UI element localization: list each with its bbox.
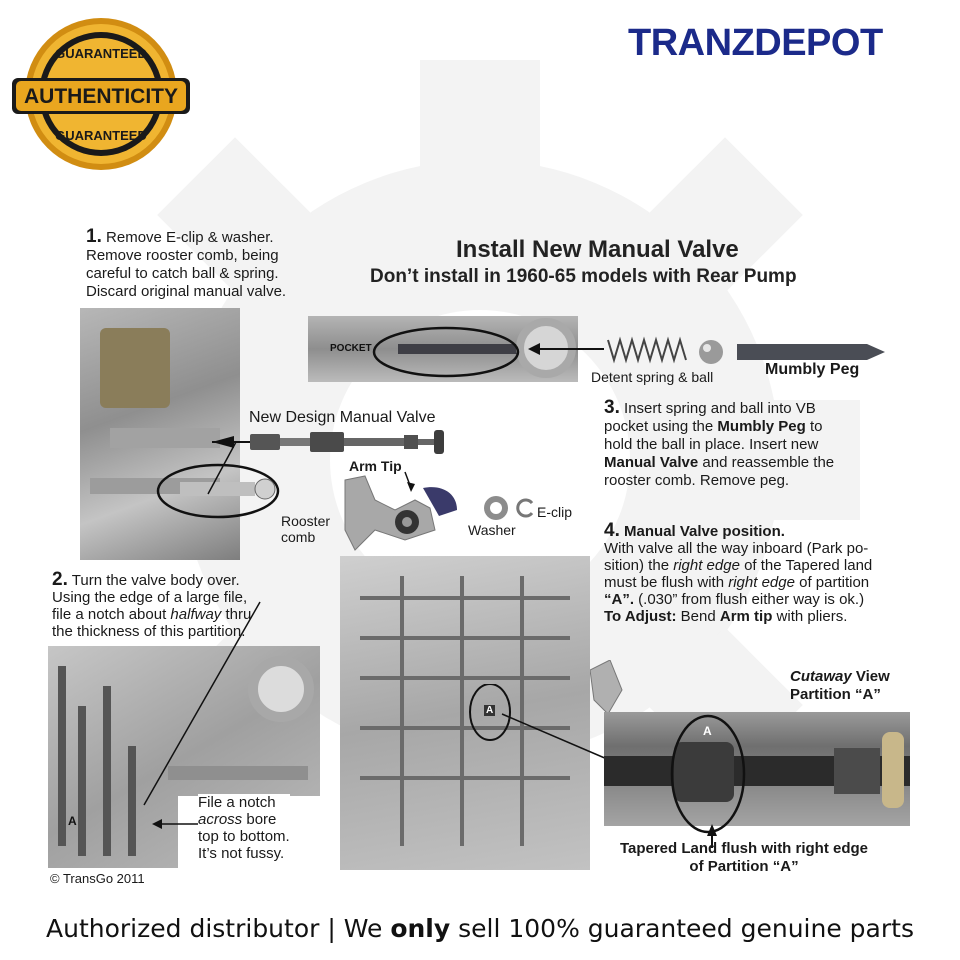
notch-text: [198, 794, 290, 862]
step1-line1: Remove E-clip & washer.: [106, 229, 274, 246]
step4-line2a: sition) the: [604, 557, 674, 574]
detent-label: Detent spring & ball: [591, 369, 714, 385]
mumbly-peg-label: Mumbly Peg: [765, 361, 860, 378]
partition-a-label-left: A: [68, 814, 77, 828]
copyright-text: © TransGo 2011: [50, 871, 145, 884]
cutaway-caption: [604, 840, 884, 876]
step4-line5a: To Adjust:: [604, 608, 677, 625]
step1-number: 1.: [86, 226, 102, 247]
partition-a-label-center: A: [486, 705, 494, 716]
footer-text-pre: Authorized distributor | We: [46, 914, 391, 943]
detent-spring-icon: [604, 336, 694, 364]
page-subtitle: Don’t install in 1960-65 models with Rear Pump: [370, 266, 797, 287]
step3-line2b: Mumbly Peg: [717, 418, 806, 435]
step4-line3a: must be flush with: [604, 574, 729, 591]
pocket-highlight-ring: [366, 322, 526, 382]
step2-line3a: file a notch about: [52, 606, 171, 623]
cutaway-caption-line1: Tapered Land flush with right edge: [619, 840, 869, 857]
pocket-arrow: [526, 340, 606, 358]
step4-line5d: with pliers.: [772, 608, 848, 625]
mumbly-peg-icon: [737, 342, 887, 362]
e-clip-icon: [514, 497, 536, 519]
detent-ball-icon: [697, 338, 725, 366]
cutaway-title-line2: Partition “A”: [790, 686, 881, 703]
rooster-comb-icon: [335, 470, 465, 555]
badge-top-text: GUARANTEED: [55, 46, 147, 61]
step4-line3b: right edge: [728, 574, 795, 591]
step4-number: 4.: [604, 520, 620, 541]
footer-banner: [0, 914, 960, 943]
notch-line3: top to bottom.: [198, 828, 290, 845]
step2-line2: Using the edge of a large file,: [52, 589, 248, 606]
center-highlight-ring: [466, 684, 616, 764]
notch-arrow: [150, 814, 200, 834]
arm-tip-label: Arm Tip: [349, 458, 402, 474]
step4-heading: Manual Valve position.: [624, 523, 785, 540]
cutaway-photo: [604, 712, 910, 826]
step4-line5c: Arm tip: [719, 608, 773, 625]
brand-logo-text: TRANZDEPOT: [628, 22, 883, 64]
page-title: Install New Manual Valve: [456, 236, 739, 263]
notch-line1: File a notch: [198, 794, 276, 811]
step4-line2c: of the Tapered land: [739, 557, 873, 574]
partition-a-label-cutaway: A: [703, 724, 712, 738]
step3-line4b: and reassemble the: [698, 454, 835, 471]
step3-line3: hold the ball in place. Insert new: [604, 436, 819, 453]
brand-logo: [628, 22, 883, 65]
step1-line4: Discard original manual valve.: [86, 283, 287, 300]
step1-line2: Remove rooster comb, being: [86, 247, 279, 264]
authenticity-seal: [12, 14, 190, 174]
step3-number: 3.: [604, 397, 620, 418]
step4-line4a: “A”.: [604, 591, 634, 608]
step3-line2c: to: [805, 418, 823, 435]
notch-line2: across: [198, 811, 243, 828]
step2-line3b: halfway: [170, 606, 222, 623]
step4-line2b: right edge: [673, 557, 740, 574]
step1-line3: careful to catch ball & spring.: [86, 265, 279, 282]
notch-line2b: bore: [242, 811, 277, 828]
new-design-label: New Design Manual Valve: [249, 409, 436, 426]
cutaway-title: [790, 668, 890, 704]
rooster-label-line1: Rooster: [281, 513, 331, 529]
step2-line4: the thickness of this partition.: [52, 623, 246, 640]
step3-line5: rooster comb. Remove peg.: [604, 472, 790, 489]
step3-line4a: Manual Valve: [604, 454, 699, 471]
cutaway-title-line1a: Cutaway: [790, 668, 852, 685]
washer-icon: [482, 494, 510, 522]
rooster-label: [281, 513, 330, 545]
cutaway-caption-line2: of Partition “A”: [689, 858, 799, 875]
step4-text: [604, 522, 872, 625]
footer-text-bold: only: [390, 914, 451, 943]
step4-line3c: of partition: [794, 574, 870, 591]
cutaway-title-line1b: View: [851, 668, 890, 685]
step3-line1: Insert spring and ball into VB: [624, 400, 816, 417]
manual-valve-icon: [210, 426, 450, 458]
step4-line5b: Bend: [676, 608, 720, 625]
badge-bottom-text: GUARANTEED: [55, 128, 147, 143]
step1-text: [86, 228, 286, 301]
notch-line4: It’s not fussy.: [198, 845, 285, 862]
e-clip-label: E-clip: [537, 504, 573, 520]
step2-number: 2.: [52, 569, 68, 590]
rooster-label-line2: comb: [281, 529, 316, 545]
step3-line2a: pocket using the: [604, 418, 718, 435]
step2-line3c: thru: [221, 606, 252, 623]
step2-line1: Turn the valve body over.: [71, 572, 240, 589]
footer-text-post: sell 100% guaranteed genuine parts: [450, 914, 914, 943]
washer-label: Washer: [468, 522, 516, 538]
pocket-label: POCKET: [330, 343, 372, 354]
step3-text: [604, 399, 834, 490]
step2-pointer-line: [140, 600, 280, 810]
step4-line4b: (.030” from flush either way is ok.): [634, 591, 865, 608]
badge-main-text: AUTHENTICITY: [24, 85, 178, 108]
valve-to-photo-arrow: [200, 436, 240, 496]
step4-line1: With valve all the way inboard (Park po-: [604, 540, 869, 557]
